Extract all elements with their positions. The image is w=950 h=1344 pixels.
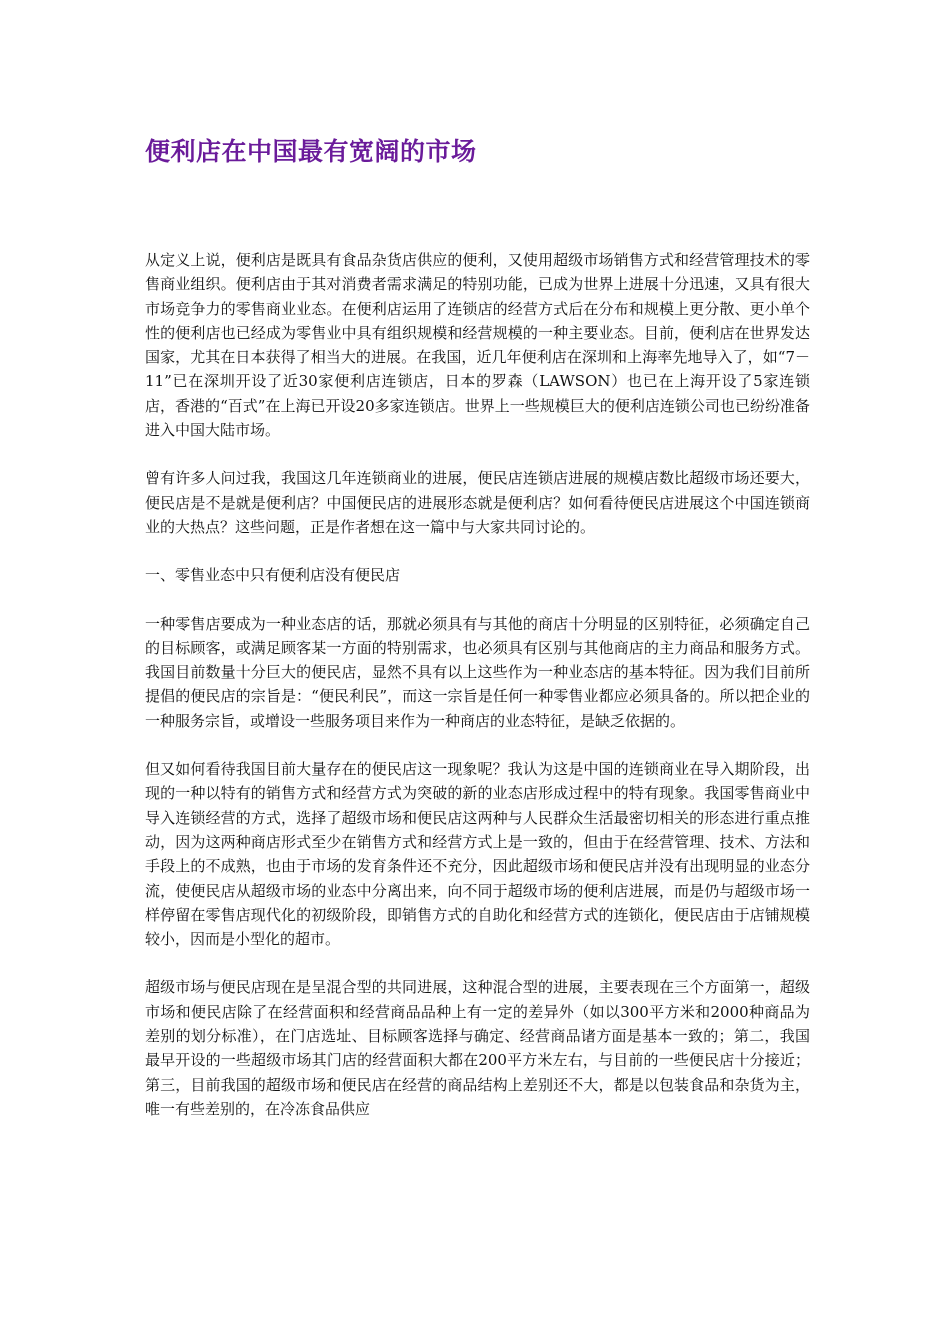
paragraph-mixed-development: 超级市场与便民店现在是呈混合型的共同进展，这种混合型的进展，主要表现在三个方面第一，超级市场和便民店除了在经营面积和经营商品品种上有一定的差异外（如以300平方米和2000种商品为差别的划分标准），在门店选址、目标顾客选择与确定、经营商品诸方面是基本一致的；第二，我国最早开设的一些超级市场其门店的经营面积大都在200平方米左右，与目前的一些便民店十分接近；第三，目前我国的超级市场和便民店在经营的商品结构上差别还不大，都是以包装食品和杂货为主，唯一有些差别的，在冷冻食品供应 <box>145 978 810 1118</box>
paragraph-questions: 曾有许多人问过我，我国这几年连锁商业的进展，便民店连锁店进展的规模店数比超级市场还要大，便民店是不是就是便利店？中国便民店的进展形态就是便利店？如何看待便民店进展这个中国连锁商业的大热点？这些问题，正是作者想在这一篇中与大家共同讨论的。 <box>145 469 810 536</box>
document-title: 便利店在中国最有宽阔的市场 <box>145 137 477 166</box>
paragraph-retail-format: 一种零售店要成为一种业态店的话，那就必须具有与其他的商店十分明显的区别特征，必须确定自己的目标顾客，或满足顾客某一方面的特别需求，也必须具有区别与其他商店的主力商品和服务方式。我国目前数量十分巨大的便民店，显然不具有以上这些作为一种业态店的基本特征。因为我们目前所提倡的便民店的宗旨是：“便民利民”，而这一宗旨是任何一种零售业都应必须具备的。所以把企业的一种服务宗旨，或增设一些服务项目来作为一种商店的业态特征，是缺乏依据的。 <box>145 614 810 730</box>
paragraph-definition: 从定义上说，便利店是既具有食品杂货店供应的便利，又使用超级市场销售方式和经营管理技术的零售商业组织。便利店由于其对消费者需求满足的特别功能，已成为世界上进展十分迅速，又具有很大市场竞争力的零售商业业态。在便利店运用了连锁店的经营方式后在分布和规模上更分散、更小单个性的便利店也已经成为零售业中具有组织规模和经营规模的一种主要业态。目前，便利店在世界发达国家，尤其在日本获得了相当大的进展。在我国，近几年便利店在深圳和上海率先地导入了，如“7－11”已在深圳开设了近30家便利店连锁店，日本的罗森（LAWSON）也已在上海开设了5家连锁店，香港的“百式”在上海已开设20多家连锁店。世界上一些规模巨大的便利店连锁公司也已纷纷准备进入中国大陆市场。 <box>145 251 810 440</box>
document-body <box>145 248 810 1145</box>
paragraph-convenience-phenomenon: 但又如何看待我国目前大量存在的便民店这一现象呢？我认为这是中国的连锁商业在导入期阶段，出现的一种以特有的销售方式和经营方式为突破的新的业态店形成过程中的特有现象。我国零售商业中导入连锁经营的方式，选择了超级市场和便民店这两种与人民群众生活最密切相关的形态进行重点推动，因为这两种商店形式至少在销售方式和经营方式上是一致的，但由于在经营管理、技术、方法和手段上的不成熟，也由于市场的发育条件还不充分，因此超级市场和便民店并没有出现明显的业态分流，使便民店从超级市场的业态中分离出来，向不同于超级市场的便利店进展，而是仍与超级市场一样停留在零售店现代化的初级阶段，即销售方式的自助化和经营方式的连锁化，便民店由于店铺规模较小，因而是小型化的超市。 <box>145 760 810 949</box>
section-heading-1: 一、零售业态中只有便利店没有便民店 <box>145 566 401 585</box>
